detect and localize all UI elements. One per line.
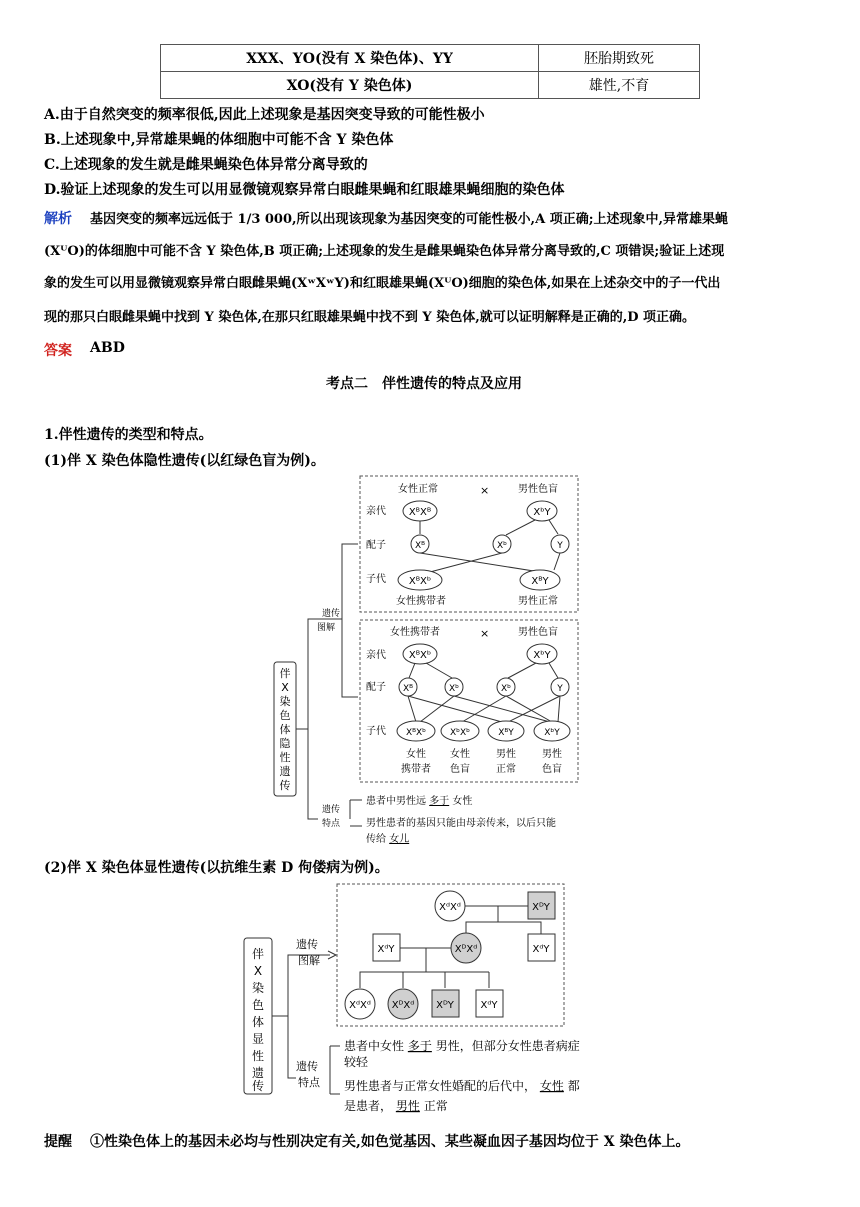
- root-char: 色: [251, 998, 265, 1012]
- recessive-inheritance-diagram: [270, 474, 600, 850]
- feature-blank: 多于: [429, 796, 450, 807]
- branch-label: 特点: [322, 819, 341, 829]
- root-char: 遗: [279, 765, 291, 778]
- root-char: 体: [251, 1015, 265, 1029]
- branch-label: 遗传: [296, 1060, 318, 1073]
- feature-post: 女性: [452, 796, 473, 807]
- genotype-text: XᴮXᴮ: [408, 507, 432, 518]
- feature-pre: 传给: [366, 834, 386, 845]
- dominant-inheritance-diagram: [240, 880, 580, 1120]
- table-cell: 胚胎期致死: [539, 45, 700, 72]
- feature-pre: 是患者，: [344, 1099, 393, 1113]
- branch-label: 特点: [298, 1076, 320, 1089]
- child-text: XᴮY: [531, 576, 549, 587]
- genotype-text: XᵇY: [533, 507, 551, 518]
- tip-text: ①性染色体上的基因未必均与性别决定有关,如色觉基因、某些凝血因子基因均位于 X 染色体上。: [90, 1134, 690, 1150]
- feature-text: [344, 1038, 580, 1053]
- root-char: 显: [251, 1032, 265, 1046]
- analysis-text: 象的发生可以用显微镜观察异常白眼雌果蝇(XʷXʷY)和红眼雄果蝇(XᵂO)细胞的染色体,如果在上述杂交中的子一代出: [44, 276, 721, 291]
- child-label: 携带者: [401, 764, 431, 775]
- child-label: 男性: [542, 749, 562, 760]
- branch-lines: [296, 619, 342, 819]
- genotype-text: XᵈXᵈ: [349, 1000, 371, 1011]
- gamete-text: Y: [557, 541, 563, 551]
- table-row: [161, 72, 700, 99]
- cross-sign: ×: [480, 484, 490, 497]
- feature-text: [366, 832, 409, 845]
- option-c: C.上述现象的发生就是雌果蝇染色体异常分离导致的: [44, 157, 368, 173]
- child-label: 男性: [496, 749, 516, 760]
- analysis-text: [44, 240, 724, 259]
- table-cell: 雄性,不育: [539, 72, 700, 99]
- root-char: 遗: [251, 1066, 265, 1080]
- table-row: [161, 45, 700, 72]
- feature-blank: 女儿: [389, 834, 410, 845]
- gamete-text: Xᵇ: [448, 684, 460, 694]
- gamete-text: Xᴮ: [402, 684, 414, 694]
- feature-text: [344, 1098, 448, 1113]
- branch-label: 遗传: [296, 938, 318, 951]
- branch-label: 图解: [298, 954, 320, 967]
- cross-label: 男性色盲: [518, 627, 558, 638]
- child-label: 女性携带者: [396, 596, 446, 607]
- feature-post: 都: [567, 1079, 580, 1093]
- child-label: 色盲: [542, 764, 562, 775]
- genotype-text: XᵇY: [533, 650, 551, 661]
- gen-label: 配子: [366, 682, 386, 693]
- branch-label: 遗传: [322, 805, 341, 815]
- gen-label: 子代: [366, 574, 386, 585]
- sub-heading: (2)伴 X 染色体显性遗传(以抗维生素 D 佝偻病为例)。: [44, 860, 389, 876]
- option-d: D.验证上述现象的发生可以用显微镜观察异常白眼雌果蝇和红眼雄果蝇细胞的染色体: [44, 182, 565, 198]
- option-a: A.由于自然突变的频率很低,因此上述现象是基因突变导致的可能性极小: [44, 107, 485, 123]
- pedigree-lines: [465, 906, 528, 934]
- genotype-text: XᴰY: [532, 902, 550, 913]
- analysis-label: 解析: [44, 211, 72, 227]
- gamete-text: Xᵇ: [496, 541, 508, 551]
- genotype-text: XᴰXᵈ: [391, 1000, 415, 1011]
- gamete-text: Xᴮ: [414, 541, 426, 551]
- gen-label: 配子: [366, 540, 386, 551]
- genotype-text: XᵈY: [377, 944, 395, 955]
- gamete-text: Xᵇ: [500, 684, 512, 694]
- gen-label: 子代: [366, 726, 386, 737]
- answer-label: 答案: [44, 343, 72, 359]
- child-label: 女性: [450, 749, 470, 760]
- child-label: 正常: [496, 764, 516, 775]
- feature-text: [344, 1078, 580, 1093]
- root-char: X: [281, 681, 289, 694]
- root-char: 染: [279, 695, 291, 708]
- genotype-text: XᵈY: [480, 1000, 498, 1011]
- cross-label: 女性正常: [398, 484, 438, 495]
- cross1-box: [360, 476, 578, 612]
- root-char: 性: [251, 1049, 265, 1063]
- feature-blank: 男性: [395, 1099, 420, 1113]
- child-text: XᴮY: [498, 728, 514, 738]
- root-char: 染: [251, 981, 265, 995]
- root-char: X: [253, 964, 263, 978]
- branch-lines: [342, 544, 358, 697]
- genotype-text: XᵈY: [532, 944, 550, 955]
- point-heading: 1.伴性遗传的类型和特点。: [44, 427, 213, 443]
- arrows: [408, 663, 560, 722]
- tip-label: 提醒: [44, 1134, 72, 1150]
- feature-bracket: [330, 1046, 340, 1094]
- child-label: 女性: [406, 749, 426, 760]
- child-text: XᴮXᵇ: [408, 576, 432, 587]
- pedigree-lines: [498, 922, 541, 934]
- root-char: 体: [279, 723, 291, 736]
- branch-label: 遗传: [322, 609, 341, 619]
- child-label: 男性正常: [518, 596, 558, 607]
- root-char: 隐: [279, 737, 291, 750]
- genotype-text: XᴰXᵈ: [454, 944, 478, 955]
- table-cell: XO(没有 Y 染色体): [161, 72, 539, 99]
- cross-label: 女性携带者: [390, 627, 440, 638]
- feature-pre: 患者中男性远: [366, 796, 426, 807]
- arrows: [420, 520, 560, 572]
- gamete-text: Y: [557, 684, 563, 694]
- root-char: 传: [279, 779, 291, 792]
- gen-label: 亲代: [366, 506, 386, 517]
- feature-text: 较轻: [344, 1055, 369, 1069]
- root-char: 性: [279, 751, 291, 764]
- gen-label: 亲代: [366, 650, 386, 661]
- root-char: 伴: [251, 947, 265, 961]
- child-text: XᵇXᵇ: [449, 728, 471, 738]
- feature-bracket: [350, 800, 362, 826]
- child-text: XᵇY: [544, 728, 560, 738]
- genotype-text: XᴮXᵇ: [408, 650, 432, 661]
- sub-heading: (1)伴 X 染色体隐性遗传(以红绿色盲为例)。: [44, 453, 325, 469]
- root-char: 传: [251, 1079, 265, 1093]
- feature-blank: 多于: [407, 1039, 432, 1053]
- cross-sign: ×: [480, 627, 490, 640]
- analysis-text: 基因突变的频率远远低于 1/3 000,所以出现该现象为基因突变的可能性极小,A 项正确;上述现象中,异常雄果蝇: [90, 212, 729, 227]
- analysis-prefix: (XᵂO): [44, 244, 85, 259]
- root-char: 伴: [279, 667, 291, 680]
- genotype-table: [160, 44, 700, 99]
- feature-blank: 女性: [539, 1079, 564, 1093]
- feature-post: 正常: [423, 1099, 448, 1113]
- feature-pre: 男性患者与正常女性婚配的后代中，: [344, 1079, 537, 1093]
- option-b: B.上述现象中,异常雄果蝇的体细胞中可能不含 Y 染色体: [44, 132, 394, 148]
- answer-value: ABD: [90, 340, 125, 356]
- child-text: XᴮXᵇ: [405, 728, 427, 738]
- child-label: 色盲: [450, 764, 470, 775]
- analysis-text: 现的那只白眼雌果蝇中找到 Y 染色体,在那只红眼雄果蝇中找不到 Y 染色体,就可以证明解释是正确的,D 项正确。: [44, 310, 696, 325]
- genotype-text: XᵈXᵈ: [439, 902, 461, 913]
- branch-label: 图解: [317, 623, 336, 633]
- feature-post: 男性，但部分女性患者病症: [435, 1039, 580, 1053]
- table-cell: XXX、YO(没有 X 染色体)、YY: [161, 45, 539, 72]
- analysis-text-cont: 的体细胞中可能不含 Y 染色体,B 项正确;上述现象的发生是雌果蝇染色体异常分离导致的,C 项错误;验证上述现: [84, 244, 725, 259]
- section-title: 考点二 伴性遗传的特点及应用: [326, 376, 522, 392]
- feature-pre: 患者中女性: [344, 1039, 405, 1053]
- root-char: 色: [279, 709, 291, 722]
- cross-label: 男性色盲: [518, 484, 558, 495]
- genotype-text: XᴰY: [436, 1000, 454, 1011]
- feature-text: [366, 794, 472, 807]
- feature-text: 男性患者的基因只能由母亲传来，以后只能: [366, 818, 556, 829]
